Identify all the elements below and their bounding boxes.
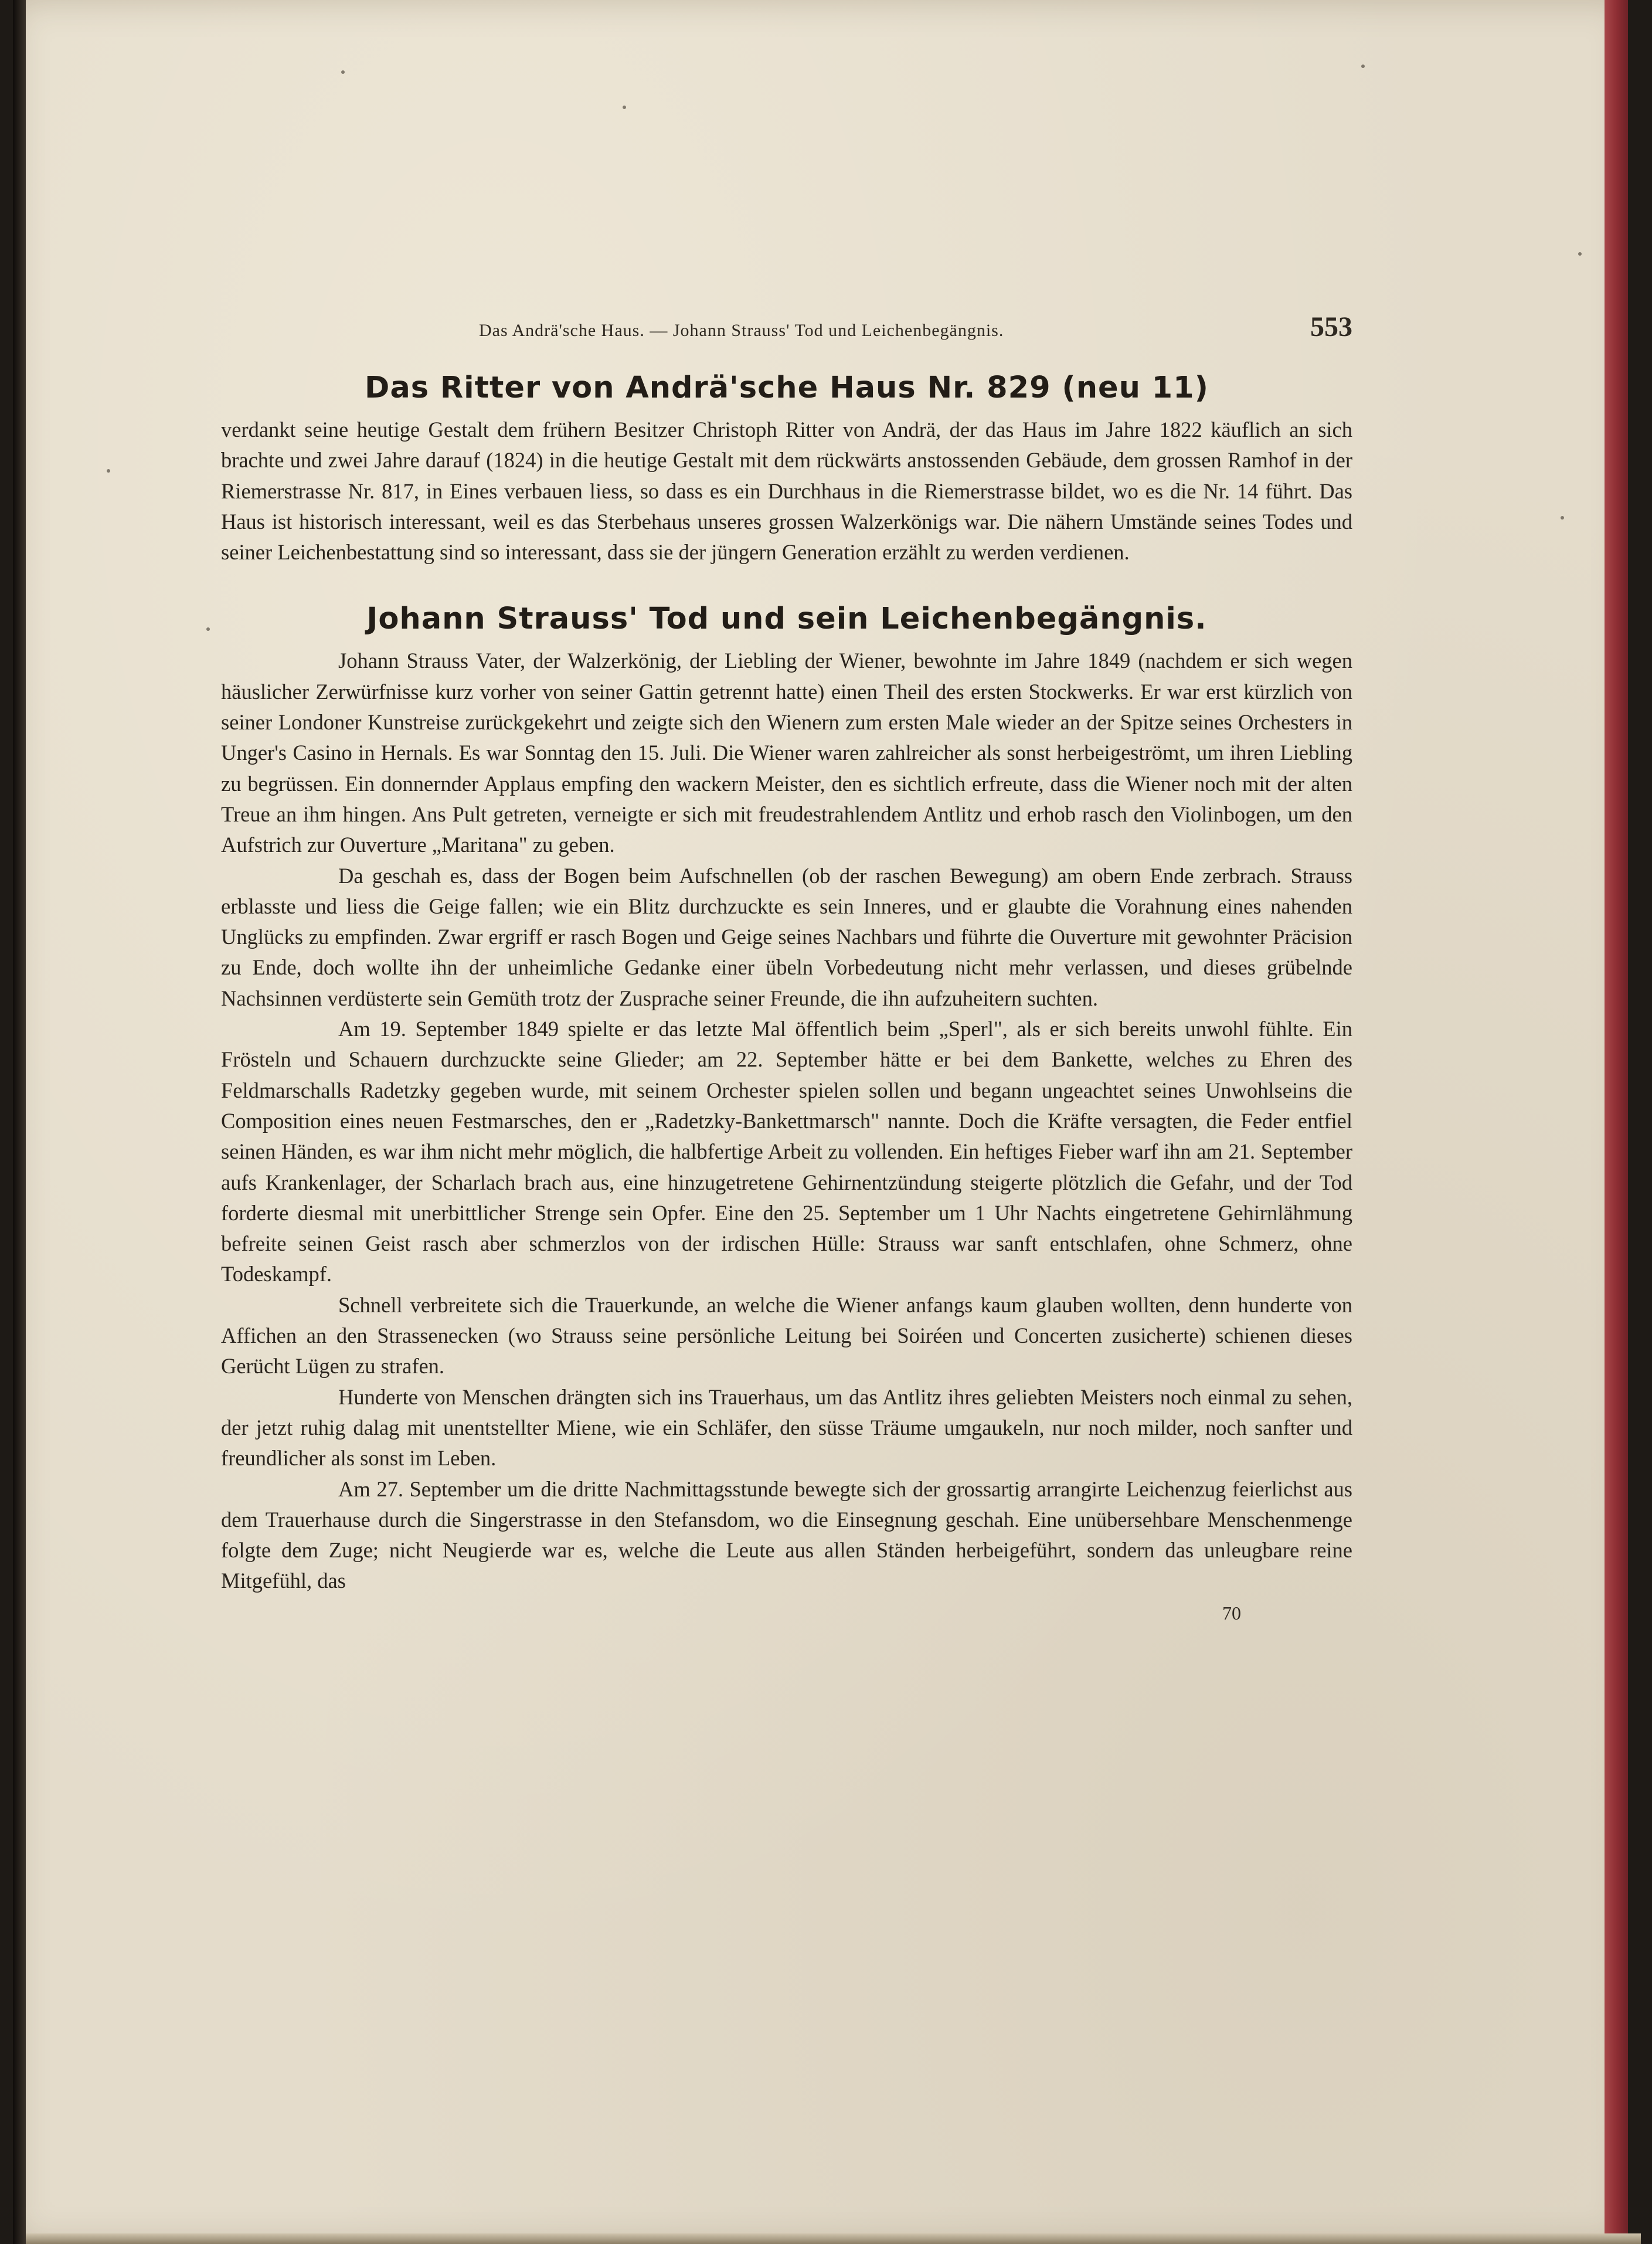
running-head [221, 311, 1352, 358]
paragraph: Johann Strauss Vater, der Walzerkönig, der Liebling der Wiener, bewohnte im Jahre 1849 (nachdem er sich wegen häuslicher Zerwürfnisse kurz vorher von seiner Gattin getrennt hatte) einen Theil des ersten Stockwerks. Er war erst kürzlich von seiner Londoner Kunstreise zurückgekehrt und zeigte sich den Wienern zum ersten Male wieder an der Spitze seines Orchesters in Unger's Casino in Hernals. Es war Sonntag den 15. Juli. Die Wiener waren zahlreicher als sonst herbeigeströmt, um ihren Liebling zu begrüssen. Ein donnernder Applaus empfing den wackern Meister, den es sichtlich erfreute, dass die Wiener noch mit der alten Treue an ihm hingen. Ans Pult getreten, verneigte er sich mit freudestrahlendem Antlitz und erhob rasch den Violinbogen, um den Aufstrich zur Ouverture „Maritana" zu geben. [221, 649, 1352, 857]
section-heading-strauss: Johann Strauss' Tod und sein Leichenbegängnis. [366, 602, 1207, 637]
paper-speck [1361, 64, 1365, 68]
signature-mark: 70 [1222, 1602, 1241, 1624]
paper-speck [206, 627, 210, 631]
paper-speck [1561, 516, 1564, 520]
paper-speck [341, 70, 345, 74]
book-cover-edge [1605, 0, 1628, 2244]
book-page [13, 0, 1628, 2244]
paragraph: Schnell verbreitete sich die Trauerkunde, an welche die Wiener anfangs kaum glauben wollten, denn hunderte von Affichen an den Strassenecken (wo Strauss seine persönliche Leitung bei Soiréen und Concerten zusicherte) schienen dieses Gerücht Lügen zu strafen. [221, 1292, 1352, 1379]
page-bottom-edge [26, 2233, 1641, 2244]
running-title: Das Andrä'sche Haus. — Johann Strauss' Tod und Leichenbegängnis. [479, 321, 1004, 340]
paragraph-andrae-haus: verdankt seine heutige Gestalt dem frühern Besitzer Christoph Ritter von Andrä, der das Haus im Jahre 1822 käuflich an sich brachte und zwei Jahre darauf (1824) in die heutige Gestalt mit dem rückwärts anstossenden Gebäude, dem grossen Ramhof in der Riemerstrasse Nr. 817, in Eines verbauen liess, so dass es ein Durchhaus in die Riemerstrasse bildet, wo es die Nr. 14 führt. Das Haus ist historisch interessant, weil es das Sterbehaus unseres grossen Walzerkönigs war. Die nähern Umstände seines Todes und seiner Leichenbestattung sind so interessant, dass sie der jüngern Generation erzählt zu werden verdienen. [221, 417, 1352, 565]
page-gutter-shadow [13, 0, 26, 2244]
paragraph: Da geschah es, dass der Bogen beim Aufschnellen (ob der raschen Bewegung) am obern Ende zerbrach. Strauss erblasste und liess die Geige fallen; wie ein Blitz durchzuckte es sein Inneres, und er glaubte die Vorahnung eines nahenden Unglücks zu empfinden. Zwar ergriff er rasch Bogen und Geige seines Nachbars und führte die Ouverture mit gewohnter Präcision zu Ende, doch wollte ihn der unheimliche Gedanke einer übeln Vorbedeutung nicht mehr verlassen, und dieses grübelnde Nachsinnen verdüsterte sein Gemüth trotz der Zusprache seiner Freunde, die ihn aufzuheitern suchten. [221, 863, 1352, 1010]
paper-speck [1578, 252, 1582, 256]
paper-speck [623, 106, 626, 109]
paragraph: Am 19. September 1849 spielte er das letzte Mal öffentlich beim „Sperl", als er sich bereits unwohl fühlte. Ein Frösteln und Schauern durchzuckte seine Glieder; am 22. September hätte er bei dem Bankette, welches zu Ehren des Feldmarschalls Radetzky gegeben wurde, mit seinem Orchester spielen sollen und begann ungeachtet seines Unwohlseins die Composition eines neuen Festmarsches, den er „Radetzky-Bankettmarsch" nannte. Doch die Kräfte versagten, die Feder entfiel seinen Händen, es war ihm nicht mehr möglich, die halbfertige Arbeit zu vollenden. Ein heftiges Fieber warf ihn am 21. September aufs Krankenlager, der Scharlach brach aus, eine hinzugetretene Gehirnentzündung steigerte plötzlich die Gefahr, und der Tod forderte diesmal mit unerbittlicher Strenge sein Opfer. Eine den 25. September um 1 Uhr Nachts eingetretene Gehirnlähmung befreite seinen Geist rasch aber schmerzlos von der irdischen Hülle: Strauss war sanft entschlafen, ohne Schmerz, ohne Todeskampf. [221, 1017, 1352, 1286]
paragraph: Am 27. September um die dritte Nachmittagsstunde bewegte sich der grossartig arrangirte Leichenzug feierlichst aus dem Trauerhause durch die Singerstrasse in den Stefansdom, wo die Einsegnung geschah. Eine unübersehbare Menschenmenge folgte dem Zuge; nicht Neugierde war es, welche die Leute aus allen Ständen herbeigeführt, sondern das unleugbare reine Mitgefühl, das [221, 1476, 1352, 1593]
page-text [221, 311, 1352, 1624]
section-heading-andrae-haus: Das Ritter von Andrä'sche Haus Nr. 829 (neu 11) [365, 371, 1209, 405]
paragraph: Hunderte von Menschen drängten sich ins Trauerhaus, um das Antlitz ihres geliebten Meisters noch einmal zu sehen, der jetzt ruhig dalag mit unentstellter Miene, wie ein Schläfer, den süsse Träume umgaukeln, nur noch milder, noch sanfter und freundlicher als sonst im Leben. [221, 1384, 1352, 1471]
page-number: 553 [1310, 311, 1352, 342]
paper-speck [107, 469, 110, 473]
